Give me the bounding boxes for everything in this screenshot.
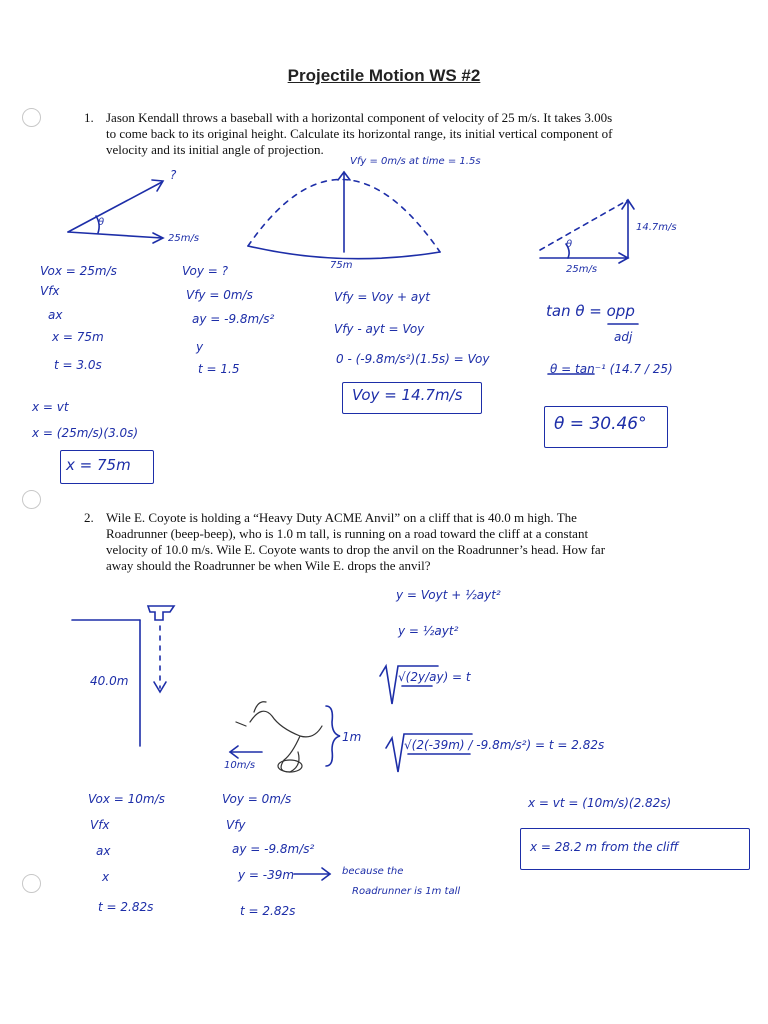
given-value: Voy = ? — [182, 264, 229, 278]
equation-step: y = ½ayt² — [398, 624, 459, 638]
roadrunner-height-label: 1m — [342, 730, 362, 744]
question-line: away should the Roadrunner be when Wile E. drops the anvil? — [106, 558, 431, 573]
given-value: ay = -9.8m/s² — [192, 312, 275, 326]
hypotenuse — [540, 200, 628, 250]
given-value: t = 2.82s — [98, 900, 154, 914]
peak-time-note: Vfy = 0m/s at time = 1.5s — [350, 156, 481, 167]
given-value: y = -39m — [238, 868, 295, 882]
given-value: Vfx — [40, 284, 60, 298]
velocity-vector-diagram — [68, 180, 163, 243]
question-line: velocity of 10.0 m/s. Wile E. Coyote wants to drop the anvil on the Roadrunner’s head. How far — [106, 542, 606, 557]
vertical-velocity-label: 14.7m/s — [636, 222, 677, 233]
resultant-vector — [68, 182, 162, 232]
given-value: x = 75m — [52, 330, 104, 344]
given-value: ay = -9.8m/s² — [232, 842, 315, 856]
cliff-height-label: 40.0m — [90, 674, 129, 688]
roadrunner-body — [250, 711, 322, 772]
given-value: t = 3.0s — [54, 358, 102, 372]
answer-distance: x = 28.2 m from the cliff — [530, 840, 679, 854]
tangent-step: adj — [614, 330, 633, 344]
question-line: to come back to its original height. Calculate its horizontal range, its initial vertical component of — [106, 126, 613, 141]
question-line: Roadrunner (beep-beep), who is 1.0 m tall, is running on a road toward the cliff at a constant — [106, 526, 589, 541]
velocity-triangle — [540, 200, 634, 263]
tangent-step: θ = tan⁻¹ (14.7 / 25) — [550, 362, 673, 376]
answer-theta: θ = 30.46° — [554, 414, 647, 434]
question-number: 2. — [84, 510, 94, 525]
tangent-step: tan θ = opp — [546, 302, 635, 320]
equation-step: y = Voyt + ½ayt² — [396, 588, 501, 602]
theta-label: θ — [566, 239, 573, 250]
note-because: Roadrunner is 1m tall — [352, 886, 461, 897]
answer-range: x = 75m — [66, 456, 131, 474]
question-line: velocity and its initial angle of projection. — [106, 142, 324, 157]
equation-step: √(2(-39m) / -9.8m/s²) = t = 2.82s — [404, 738, 605, 752]
given-value: Vfy — [226, 818, 246, 832]
given-value: Vox = 25m/s — [40, 264, 117, 278]
given-value: Vox = 10m/s — [88, 792, 165, 806]
roadrunner-head — [236, 702, 266, 726]
given-value: ax — [96, 844, 111, 858]
given-value: y — [196, 340, 204, 354]
range-step: x = vt — [32, 400, 69, 414]
distance-step: x = vt = (10m/s)(2.82s) — [528, 796, 672, 810]
unknown-vector-note: ? — [170, 168, 177, 182]
range-step: x = (25m/s)(3.0s) — [32, 426, 139, 440]
question-line: Wile E. Coyote is holding a “Heavy Duty ACME Anvil” on a cliff that is 40.0 m high. The — [106, 510, 577, 525]
given-value: t = 1.5 — [198, 362, 240, 376]
answer-voy: Voy = 14.7m/s — [352, 386, 463, 404]
given-value: ax — [48, 308, 63, 322]
triangle-horizontal-label: 25m/s — [566, 264, 598, 275]
roadrunner-speed-label: 10m/s — [224, 760, 256, 771]
kinematics-step: Vfy = Voy + ayt — [334, 290, 431, 304]
question-number: 1. — [84, 110, 94, 125]
arrowhead — [152, 180, 163, 191]
trajectory-diagram — [248, 172, 440, 259]
kinematics-step: 0 - (-9.8m/s²)(1.5s) = Voy — [336, 352, 490, 366]
anvil-sketch — [148, 606, 174, 620]
page-title: Projectile Motion WS #2 — [287, 66, 481, 85]
horizontal-velocity-label: 25m/s — [168, 233, 200, 244]
horizontal-vector — [68, 232, 162, 238]
kinematics-step: Vfy - ayt = Voy — [334, 322, 425, 336]
given-value: x — [102, 870, 110, 884]
theta-label: θ — [98, 217, 105, 228]
given-value: t = 2.82s — [240, 904, 296, 918]
range-label: 75m — [330, 260, 353, 271]
question-line: Jason Kendall throws a baseball with a horizontal component of velocity of 25 m/s. It takes 3.00s — [106, 110, 613, 125]
height-brace — [326, 706, 340, 766]
given-value: Voy = 0m/s — [222, 792, 292, 806]
given-value: Vfy = 0m/s — [186, 288, 253, 302]
equation-step: √(2y/ay) = t — [398, 670, 471, 684]
given-value: Vfx — [90, 818, 110, 832]
note-because: because the — [342, 866, 404, 877]
